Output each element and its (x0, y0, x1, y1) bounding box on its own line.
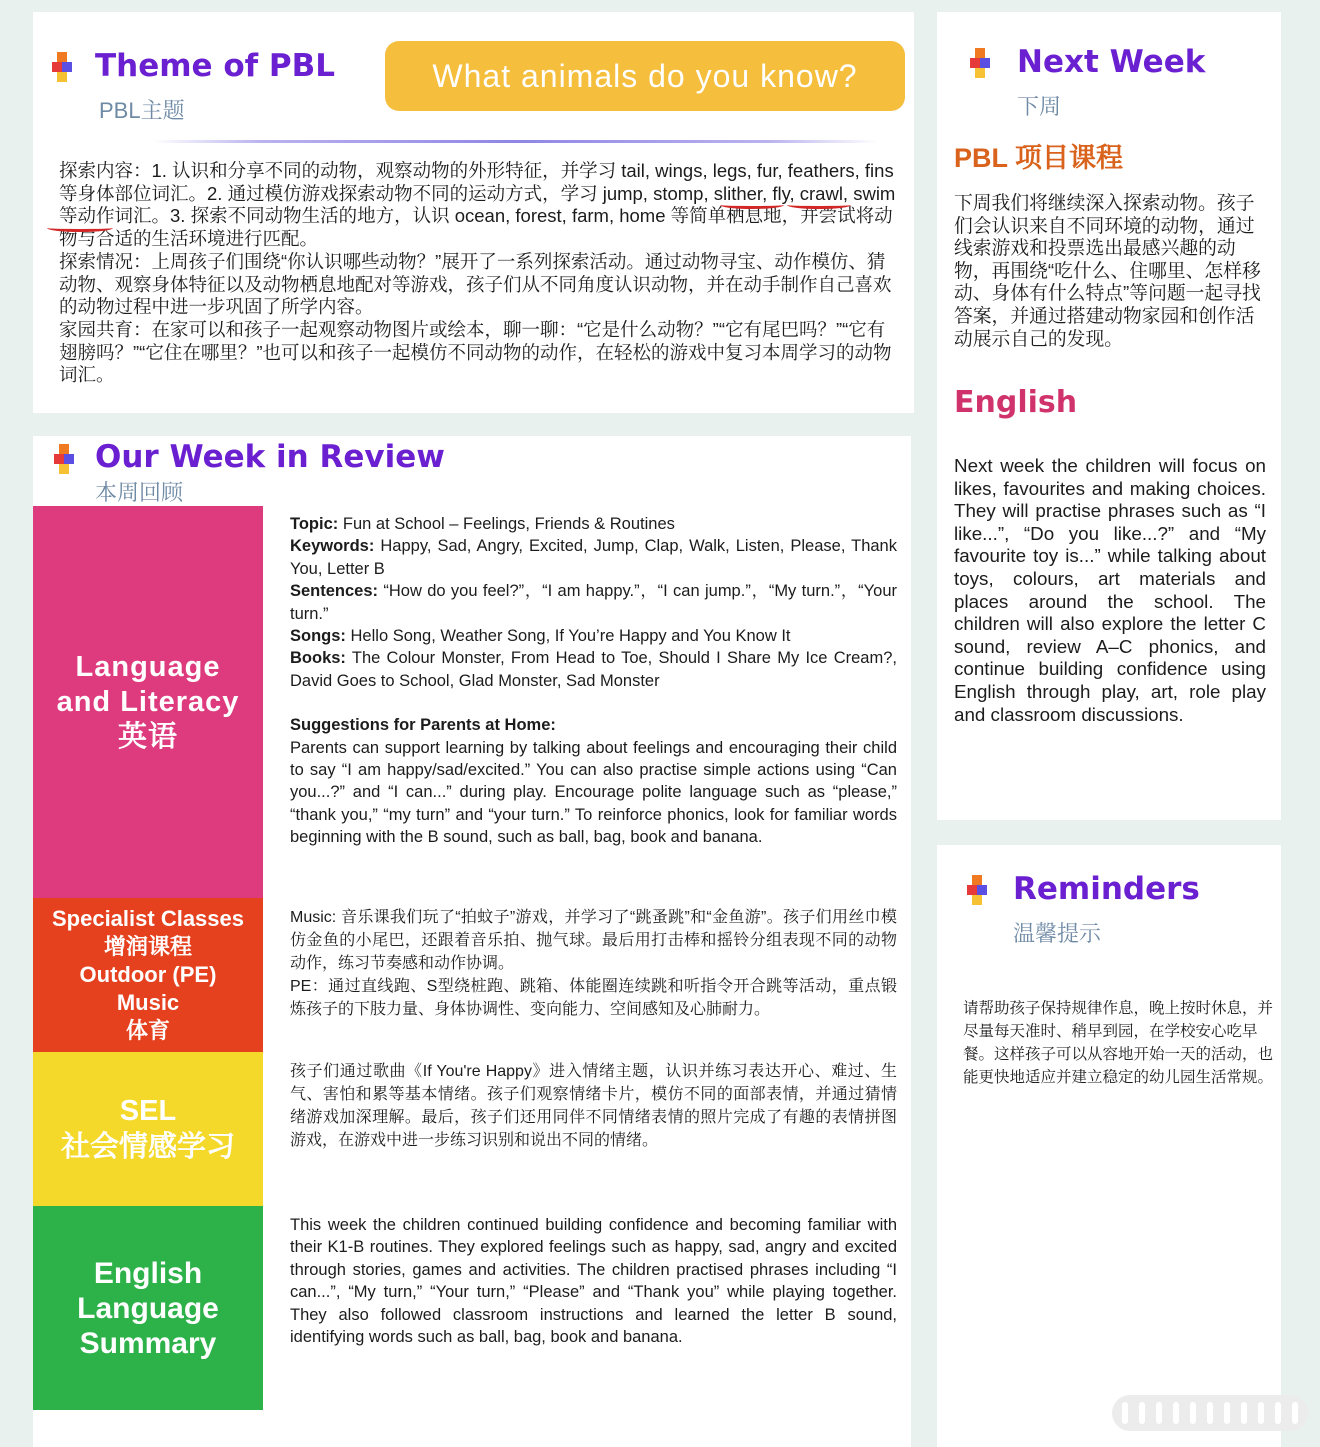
pbl-paragraph-content: 探索内容：1. 认识和分享不同的动物，观察动物的外形特征，并学习 tail, wings, legs, fur, feathers, fins 等身体部位词汇。2. 通过模仿游戏探索动物不同的运动方式，学习 jump, stomp, slither, fly, crawl, swim 等动作词汇。3. 探索不同动物生活的地方，认识 ocean, forest, farm, home 等简单栖息地，并尝试将动物与合适的生活环境进行匹配。 (59, 160, 896, 250)
songs-value: Hello Song, Weather Song, If You’re Happy and You Know It (350, 627, 791, 646)
band-label: 体育 (125, 1018, 170, 1043)
pbl-title-cn: PBL主题 (99, 98, 185, 123)
topic-line: Topic: Fun at School – Feelings, Friends & Routines (290, 515, 675, 533)
handdrawn-underline (720, 201, 784, 209)
keywords-value: Happy, Sad, Angry, Excited, Jump, Clap, Walk, Listen, Please, Thank You, Letter B (290, 537, 897, 578)
band-label: 增润课程 (103, 934, 192, 959)
handdrawn-underline (47, 224, 113, 232)
band-label: SEL (119, 1095, 177, 1127)
reminders-title-cn: 温馨提示 (1013, 921, 1102, 946)
suggestions-heading: Suggestions for Parents at Home: (290, 716, 556, 735)
band-label: and Literacy (56, 685, 240, 718)
pbl-description (59, 160, 899, 387)
pbl-theme-panel (33, 12, 914, 413)
language-details (290, 513, 897, 849)
specialist-details (290, 906, 897, 1021)
band-label: Outdoor (PE) (79, 962, 217, 987)
next-week-title-cn: 下周 (1017, 94, 1062, 119)
pbl-paragraph-home: 家园共育：在家可以和孩子一起观察动物图片或绘本，聊一聊：“它是什么动物？”“它有尾巴吗？”“它有翅膀吗？”“它住在哪里？”也可以和孩子一起模仿不同动物的动作，在轻松的游戏中复习本周学习的动物词汇。 (59, 318, 892, 386)
brand-logo-icon (52, 52, 78, 82)
band-label: Language (77, 1291, 219, 1325)
band-label: 英语 (117, 720, 178, 753)
reminders-text: 请帮助孩子保持规律作息，晚上按时休息，并尽量每天准时、稍早到园，在学校安心吃早餐。这样孩子可以从容地开始一天的活动，也能更快地适应并建立稳定的幼儿园生活常规。 (963, 1000, 1274, 1086)
english-summary-band (33, 1206, 263, 1410)
sel-details: 孩子们通过歌曲《If You're Happy》进入情绪主题，认识并练习表达开心、难过、生气、害怕和累等基本情绪。孩子们观察情绪卡片，模仿不同的面部表情，并通过猜情绪游戏加深理解。最后，孩子们还用同伴不同情绪表情的照片完成了有趣的表情拼图游戏，在游戏中进一步练习识别和说出不同的情绪。 (290, 1063, 897, 1149)
topic-value: Fun at School – Feelings, Friends & Routines (342, 515, 675, 533)
suggestions-text: Parents can support learning by talking about feelings and encouraging their child to say “I am happy/sad/excited.” You can also practise simple actions using “Can you...?” and “I can...” during play. Encourage polite language such as “please,” “thank you,” “my turn” and “your turn.” To reinforce phonics, look for familiar words beginning with the B sound, such as ball, bag, book and banana. (290, 738, 897, 847)
specialist-classes-band (33, 898, 263, 1052)
brand-logo-icon (967, 875, 993, 905)
language-literacy-band (33, 506, 263, 898)
pe-text: PE：通过直线跑、S型绕桩跑、跳箱、体能圈连续跳和听指令开合跳等活动，重点锻炼孩子的下肢力量、身体协调性、变向能力、空间感知及心肺耐力。 (290, 978, 897, 1018)
songs-line: Songs: Hello Song, Weather Song, If You’re Happy and You Know It (290, 627, 791, 646)
english-next-text: Next week the children will focus on likes, favourites and making choices. They will practise phrases such as “I like...”, “Do you like...?” and “My favourite toy is...” while talking about toys, colours, art materials and places around the school. The children will also explore the letter C sound, review A–C phonics, and continue building confidence using English through play, art, role play and classroom discussions. (954, 455, 1266, 725)
band-label: Music (116, 990, 180, 1015)
pbl-course-text: 下周我们将继续深入探索动物。孩子们会认识来自不同环境的动物，通过线索游戏和投票选出最感兴趣的动物，再围绕“吃什么、住哪里、怎样移动、身体有什么特点”等问题一起寻找答案，并通过搭建动物家园和创作活动展示自己的发现。 (954, 192, 1261, 349)
books-line: Books: The Colour Monster, From Head to Toe, Should I Share My Ice Cream?, David Goes to School, Glad Monster, Sad Monster (290, 649, 897, 690)
brand-logo-icon (54, 444, 80, 474)
pbl-course-heading: PBL 项目课程 (954, 143, 1124, 173)
band-label: 社会情感学习 (60, 1131, 235, 1163)
brand-logo-icon (970, 48, 996, 78)
handdrawn-underline (787, 201, 851, 209)
sel-band (33, 1052, 263, 1206)
review-title: Our Week in Review (95, 439, 445, 475)
sentences-value: “How do you feel?”，“I am happy.”，“I can jump.”，“My turn.”，“Your turn.” (290, 582, 897, 623)
band-label: Language (75, 650, 221, 683)
pbl-title: Theme of PBL (95, 48, 336, 84)
next-week-title: Next Week (1017, 44, 1206, 80)
reminders-title: Reminders (1013, 871, 1200, 907)
keywords-line: Keywords: Happy, Sad, Angry, Excited, Jump, Clap, Walk, Listen, Please, Thank You, Letter B (290, 537, 897, 578)
english-summary-details: This week the children continued building confidence and becoming familiar with their K1-B routines. They explored feelings such as happy, sad, angry and excited through stories, games and activities. The children practised phrases including “I can...”, “My turn,” “Your turn,” “Please” and “Thank you” while playing together. They also followed classroom instructions and learned the letter B sound, identifying words such as ball, bag, book and banana. (290, 1216, 897, 1347)
sentences-line: Sentences: “How do you feel?”，“I am happy.”，“I can jump.”，“My turn.”，“Your turn.” (290, 582, 897, 623)
band-label: Specialist Classes (51, 906, 244, 931)
week-review-panel (33, 436, 911, 1447)
pbl-paragraph-progress: 探索情况：上周孩子们围绕“你认识哪些动物？”展开了一系列探索活动。通过动物寻宝、动作模仿、猜动物、观察身体特征以及动物栖息地配对等游戏，孩子们从不同角度认识动物，并在动手制作自己喜欢的动物过程中进一步巩固了所学内容。 (59, 250, 892, 318)
divider (153, 140, 878, 143)
english-heading: English (954, 385, 1078, 420)
next-week-panel (937, 12, 1281, 820)
books-value: The Colour Monster, From Head to Toe, Should I Share My Ice Cream?, David Goes to School, Glad Monster, Sad Monster (290, 649, 897, 690)
pbl-question-banner: What animals do you know? (385, 41, 905, 111)
review-title-cn: 本周回顾 (95, 480, 184, 505)
page-scroll-indicator[interactable] (1112, 1395, 1308, 1431)
music-text: Music: 音乐课我们玩了“拍蚊子”游戏，并学习了“跳蚤跳”和“金鱼游”。孩子们用丝巾模仿金鱼的小尾巴，还跟着音乐拍、抛气球。最后用打击棒和摇铃分组表现不同的动物动作，练习节奏感和动作协调。 (290, 909, 897, 972)
reminders-panel (937, 845, 1281, 1447)
band-label: English (93, 1256, 203, 1290)
band-label: Summary (79, 1326, 217, 1360)
